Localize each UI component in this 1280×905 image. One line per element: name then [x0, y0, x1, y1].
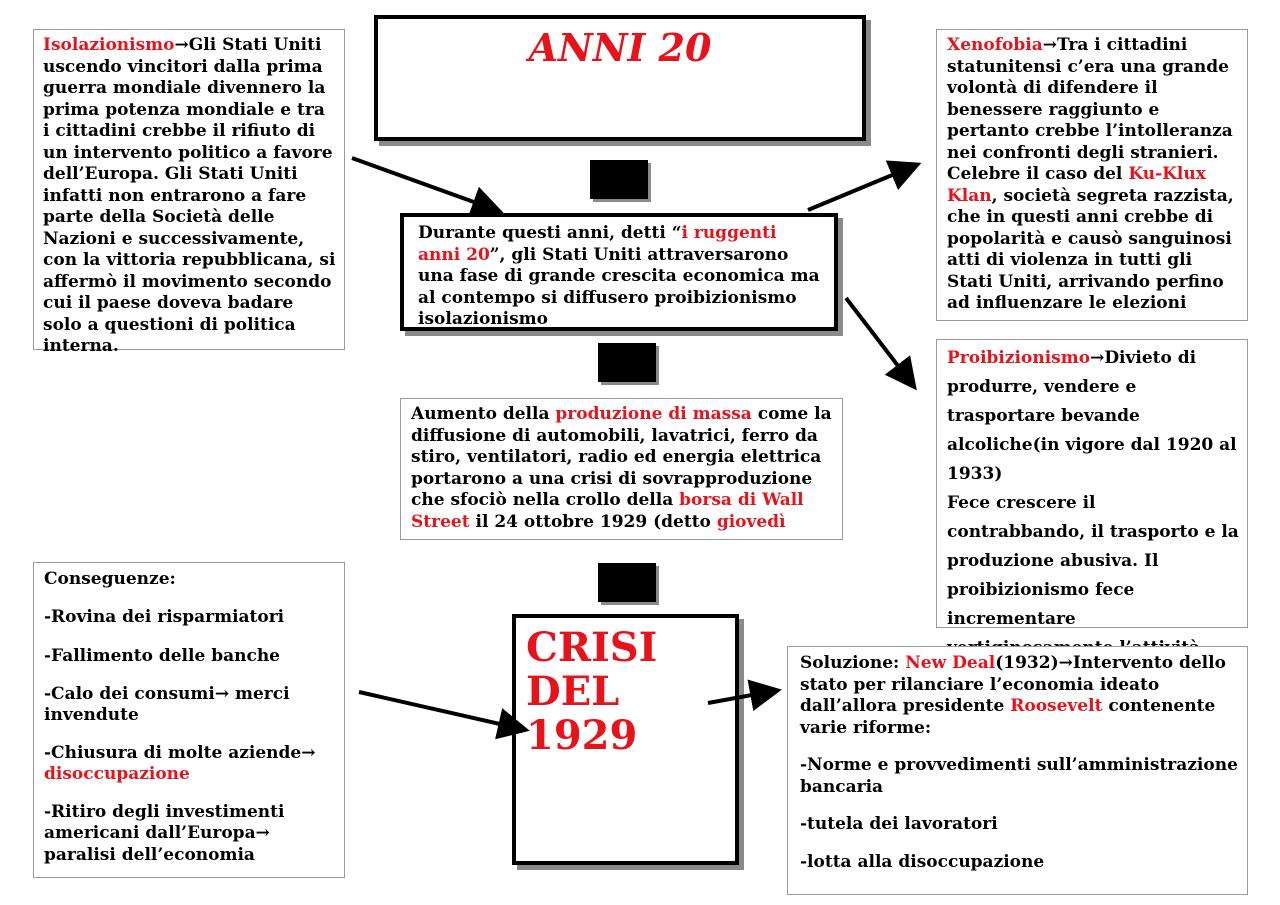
soluzione-text-2: (1932)→Intervento dello stato per rilanciare l’economia ideato dall’allora presidente: [800, 653, 1226, 716]
disoccupazione-highlight: disoccupazione: [44, 764, 190, 784]
connector-block-2: [598, 343, 656, 382]
produzione-text-3: il 24 ottobre 1929 (detto: [469, 511, 717, 532]
isolazionismo-term: Isolazionismo: [43, 35, 175, 55]
ruggenti-text-2: ”, gli Stati Uniti attraversarono una fase di grande crescita economica ma al contempo si diffusero proibizionismo isolazionismo: [418, 244, 820, 329]
proibizionismo-term: Proibizionismo: [947, 348, 1091, 368]
isolazionismo-text: Gli Stati Uniti uscendo vincitori dalla prima guerra mondiale divennero la prima potenza mondiale e tra i cittadini crebbe il rifiuto di un intervento politico a favore dell’Europa. Gli Stati Uniti infatti non entrarono a fare parte della Società delle Nazioni e successivamente, con la vittoria repubblicana, si affermò il movimento secondo cui il paese doveva badare solo a questioni di politica interna.: [43, 35, 336, 356]
connector-block-3: [598, 563, 656, 602]
arrow-isolazionismo-to-center: [352, 158, 496, 210]
conseguenze-item: -Ritiro degli investimenti americani dall’Europa→ paralisi dell’economia: [44, 801, 285, 865]
proibizionismo-box: [936, 339, 1248, 628]
ruggenti-highlight: i ruggenti anni 20: [418, 223, 777, 265]
conseguenze-title: Conseguenze:: [44, 569, 176, 589]
arrow-conseguenze-to-crisi: [359, 692, 522, 729]
ruggenti-anni-box: [400, 213, 838, 331]
soluzione-text-3: contenente varie riforme:: [800, 696, 1216, 738]
soluzione-item: -lotta alla disoccupazione: [800, 851, 1045, 872]
xenofobia-term: Xenofobia: [947, 35, 1043, 55]
produzione-text-1: Aumento della: [411, 404, 556, 424]
xenofobia-text: Tra i cittadini statunitensi c’era una grande volontà di difendere il benessere raggiunto e pertanto crebbe l’intolleranza nei confronti degli stranieri. Celebre il caso del: [947, 35, 1233, 184]
ku-klux-klan-label: Ku-Klux Klan: [947, 164, 1206, 206]
proibizionismo-text-2: Fece crescere il contrabbando, il trasporto e la produzione abusiva. Il proibizionismo fece incrementare: [947, 493, 1239, 629]
arrow-glyph: →: [174, 35, 189, 55]
title-box: [374, 15, 866, 141]
crisi-title-line-2: 1929: [526, 712, 638, 759]
giovedi-highlight: giovedì: [716, 511, 786, 532]
produzione-box: [400, 398, 843, 540]
soluzione-item: -tutela dei lavoratori: [800, 814, 998, 834]
connector-block-1: [590, 160, 648, 199]
page-title: ANNI 20: [528, 25, 712, 70]
proibizionismo-text: Divieto di produrre, vendere e trasportare bevande alcoliche(in vigore dal 1920 al 1933): [947, 348, 1237, 484]
xenofobia-box: [936, 29, 1248, 321]
conseguenze-item: -Calo dei consumi→ merci invendute: [44, 683, 290, 725]
soluzione-item: -Norme e provvedimenti sull’amministrazione bancaria: [800, 755, 1238, 797]
isolazionismo-box: [33, 29, 345, 356]
soluzione-box: [787, 646, 1248, 895]
xenofobia-text-2: , società segreta razzista, che in questi anni crebbe di popolarità e causò sanguinosi atti di violenza in tutti gli Stati Uniti, arrivando perfino ad influenzare le elezioni: [947, 185, 1234, 313]
produzione-highlight: produzione di massa: [555, 404, 752, 424]
conseguenze-item: -Fallimento delle banche: [44, 646, 280, 666]
crisi-title-line-1: CRISI DEL: [526, 624, 658, 715]
new-deal-highlight: New Deal: [905, 653, 996, 673]
conseguenze-box: [33, 562, 345, 878]
crisi-1929-box: [512, 614, 739, 865]
conseguenze-item: [44, 743, 336, 786]
ruggenti-text-1: Durante questi anni, detti “: [418, 223, 682, 243]
conseguenze-item-text: -Chiusura di molte aziende→: [44, 742, 316, 763]
roosevelt-highlight: Roosevelt: [1010, 696, 1103, 716]
conseguenze-item: -Rovina dei risparmiatori: [44, 606, 285, 627]
arrow-glyph: →: [1090, 348, 1105, 368]
arrow-glyph: →: [1042, 35, 1057, 55]
arrow-center-to-proibizionismo: [846, 298, 912, 384]
arrow-center-to-xenofobia: [808, 166, 914, 210]
soluzione-text-1: Soluzione:: [800, 653, 906, 673]
wall-street-highlight: borsa di Wall Street: [411, 490, 804, 532]
produzione-text-2: come la diffusione di automobili, lavatrici, ferro da stiro, ventilatori, radio ed energia elettrica portarono a una crisi di sovrapproduzione che sfociò nella crollo della: [411, 404, 832, 510]
